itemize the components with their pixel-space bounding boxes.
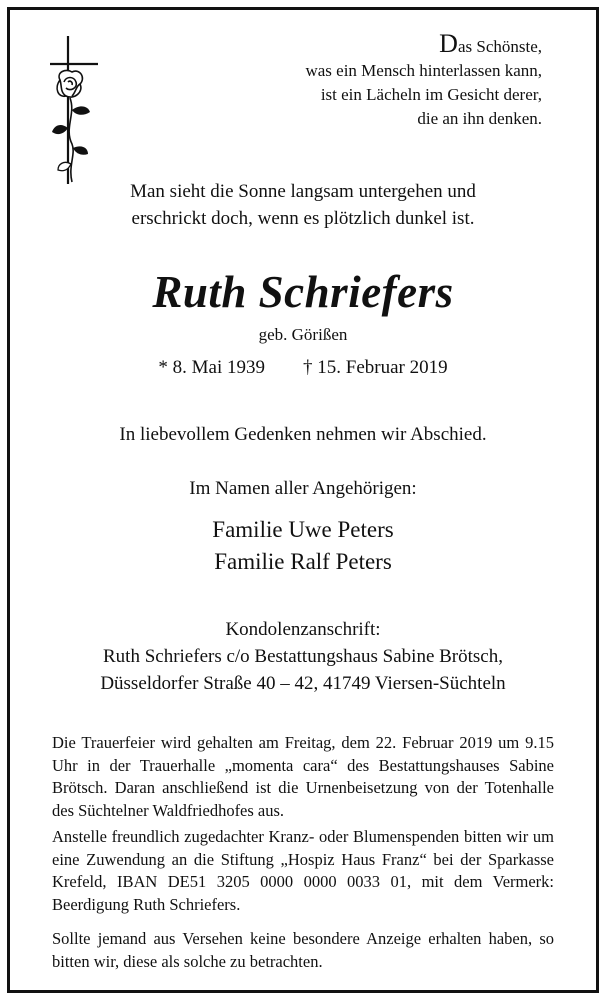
mourners-intro: Im Namen aller Angehörigen:: [189, 478, 417, 499]
maiden-name: geb. Görißen: [258, 325, 348, 344]
birth-date: * 8. Mai 1939: [158, 357, 265, 378]
quote-line-2: erschrickt doch, wenn es plötzlich dunkel ist.: [131, 208, 475, 229]
condolence-address: [0, 616, 606, 697]
quote-line-1: Man sieht die Sonne langsam untergehen und: [130, 181, 476, 202]
mourner-families: [0, 514, 606, 578]
death-date: † 15. Februar 2019: [303, 357, 448, 378]
life-dates: [0, 355, 606, 381]
funeral-service-paragraph: Die Trauerfeier wird gehalten am Freitag, dem 22. Februar 2019 um 9.15 Uhr in der Trauerhalle „momenta cara“ des Bestattungshauses Sabine Brötsch. Daran anschließend ist die Urnenbeisetzung von der Totenhalle des Süchtelner Waldfriedhofes aus.: [52, 733, 554, 820]
motto-line-4: die an ihn denken.: [417, 109, 542, 128]
motto-line-1: [212, 29, 542, 59]
family-name: Familie Uwe Peters: [212, 517, 394, 542]
motto-initial: D: [439, 29, 458, 58]
motto-line-2: was ein Mensch hinterlassen kann,: [305, 61, 542, 80]
condolence-heading: Kondolenzanschrift:: [225, 619, 381, 640]
donation-paragraph: Anstelle freundlich zugedachter Kranz- oder Blumenspenden bitten wir um eine Zuwendung an die Stiftung „Hospiz Haus Franz“ bei der Sparkasse Krefeld, IBAN DE51 3205 0000 0000 0033 01, mit dem Vermerk: Beerdigung Ruth Schriefers.: [52, 827, 554, 914]
family-name: Familie Ralf Peters: [214, 549, 392, 574]
notice-paragraph: Sollte jemand aus Versehen keine besondere Anzeige erhalten haben, so bitten wir, diese als solche zu betrachten.: [52, 929, 554, 971]
opening-motto: [212, 29, 542, 131]
sunset-quote: [0, 178, 606, 232]
condolence-line-1: Ruth Schriefers c/o Bestattungshaus Sabine Brötsch,: [103, 646, 503, 667]
condolence-line-2: Düsseldorfer Straße 40 – 42, 41749 Viersen-Süchteln: [100, 673, 506, 694]
motto-line-1-rest: as Schönste,: [457, 37, 542, 56]
cross-with-rose-icon: [46, 36, 106, 186]
motto-line-3: ist ein Lächeln im Gesicht derer,: [320, 85, 542, 104]
farewell-line: In liebevollem Gedenken nehmen wir Abschied.: [119, 424, 487, 445]
deceased-name: Ruth Schriefers: [152, 267, 454, 317]
